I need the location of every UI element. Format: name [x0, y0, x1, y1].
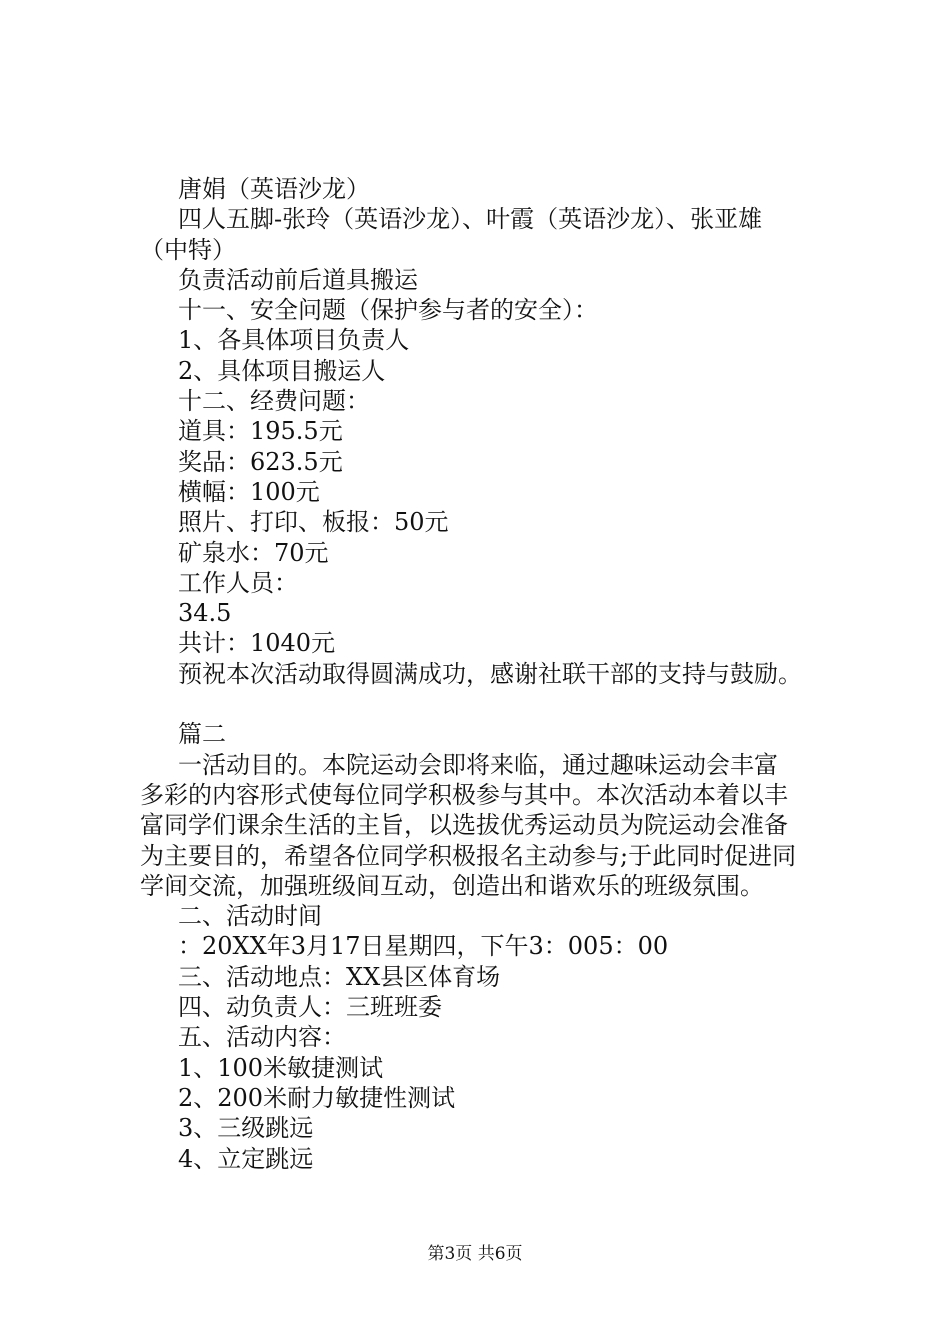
budget-item: 矿泉水：70元 [178, 538, 329, 567]
list-item: 2、200米耐力敏捷性测试 [178, 1083, 456, 1112]
list-item: 2、具体项目搬运人 [178, 356, 386, 385]
document-body [140, 174, 840, 1174]
text-line: ：20XX年3月17日星期四，下午3：005：00 [178, 932, 669, 961]
budget-item: 34.5 [178, 599, 232, 628]
section-heading: 二、活动时间 [178, 902, 322, 931]
paragraph-line: 多彩的内容形式使每位同学积极参与其中。本次活动本着以丰 [140, 780, 788, 809]
text-line: （中特） [140, 235, 236, 264]
list-item: 4、立定跳远 [178, 1144, 314, 1173]
text-line: 四人五脚-张玲（英语沙龙）、叶霞（英语沙龙）、张亚雄 [178, 205, 763, 234]
list-item: 3、三级跳远 [178, 1114, 314, 1143]
budget-item: 道具：195.5元 [178, 417, 343, 446]
budget-total: 共计：1040元 [178, 629, 336, 658]
blank-line [140, 689, 840, 719]
section-title: 篇二 [178, 720, 226, 749]
section-heading: 五、活动内容： [178, 1023, 346, 1052]
paragraph-line: 为主要目的，希望各位同学积极报名主动参与;于此同时促进同 [140, 841, 797, 870]
section-heading: 十二、经费问题： [178, 387, 370, 416]
list-item: 1、各具体项目负责人 [178, 326, 410, 355]
budget-item: 照片、打印、板报：50元 [178, 508, 449, 537]
budget-item: 横幅：100元 [178, 477, 320, 506]
paragraph-line: 富同学们课余生活的主旨，以选拔优秀运动员为院运动会准备 [140, 811, 788, 840]
paragraph-line: 学间交流，加强班级间互动，创造出和谐欢乐的班级氛围。 [140, 871, 764, 900]
list-item: 1、100米敏捷测试 [178, 1053, 384, 1082]
section-heading: 十一、安全问题（保护参与者的安全）： [178, 296, 598, 325]
budget-item: 工作人员： [178, 568, 298, 597]
section-heading: 三、活动地点：XX县区体育场 [178, 962, 501, 991]
page-number: 第3页 共6页 [427, 1244, 523, 1264]
paragraph-line: 一活动目的。本院运动会即将来临，通过趣味运动会丰富 [178, 750, 778, 779]
page-footer [0, 1243, 950, 1265]
text-line: 负责活动前后道具搬运 [178, 265, 418, 294]
text-line: 唐娟（英语沙龙） [178, 175, 370, 203]
closing-line: 预祝本次活动取得圆满成功，感谢社联干部的支持与鼓励。 [178, 659, 802, 688]
budget-item: 奖品：623.5元 [178, 447, 343, 476]
section-heading: 四、动负责人：三班班委 [178, 993, 442, 1022]
